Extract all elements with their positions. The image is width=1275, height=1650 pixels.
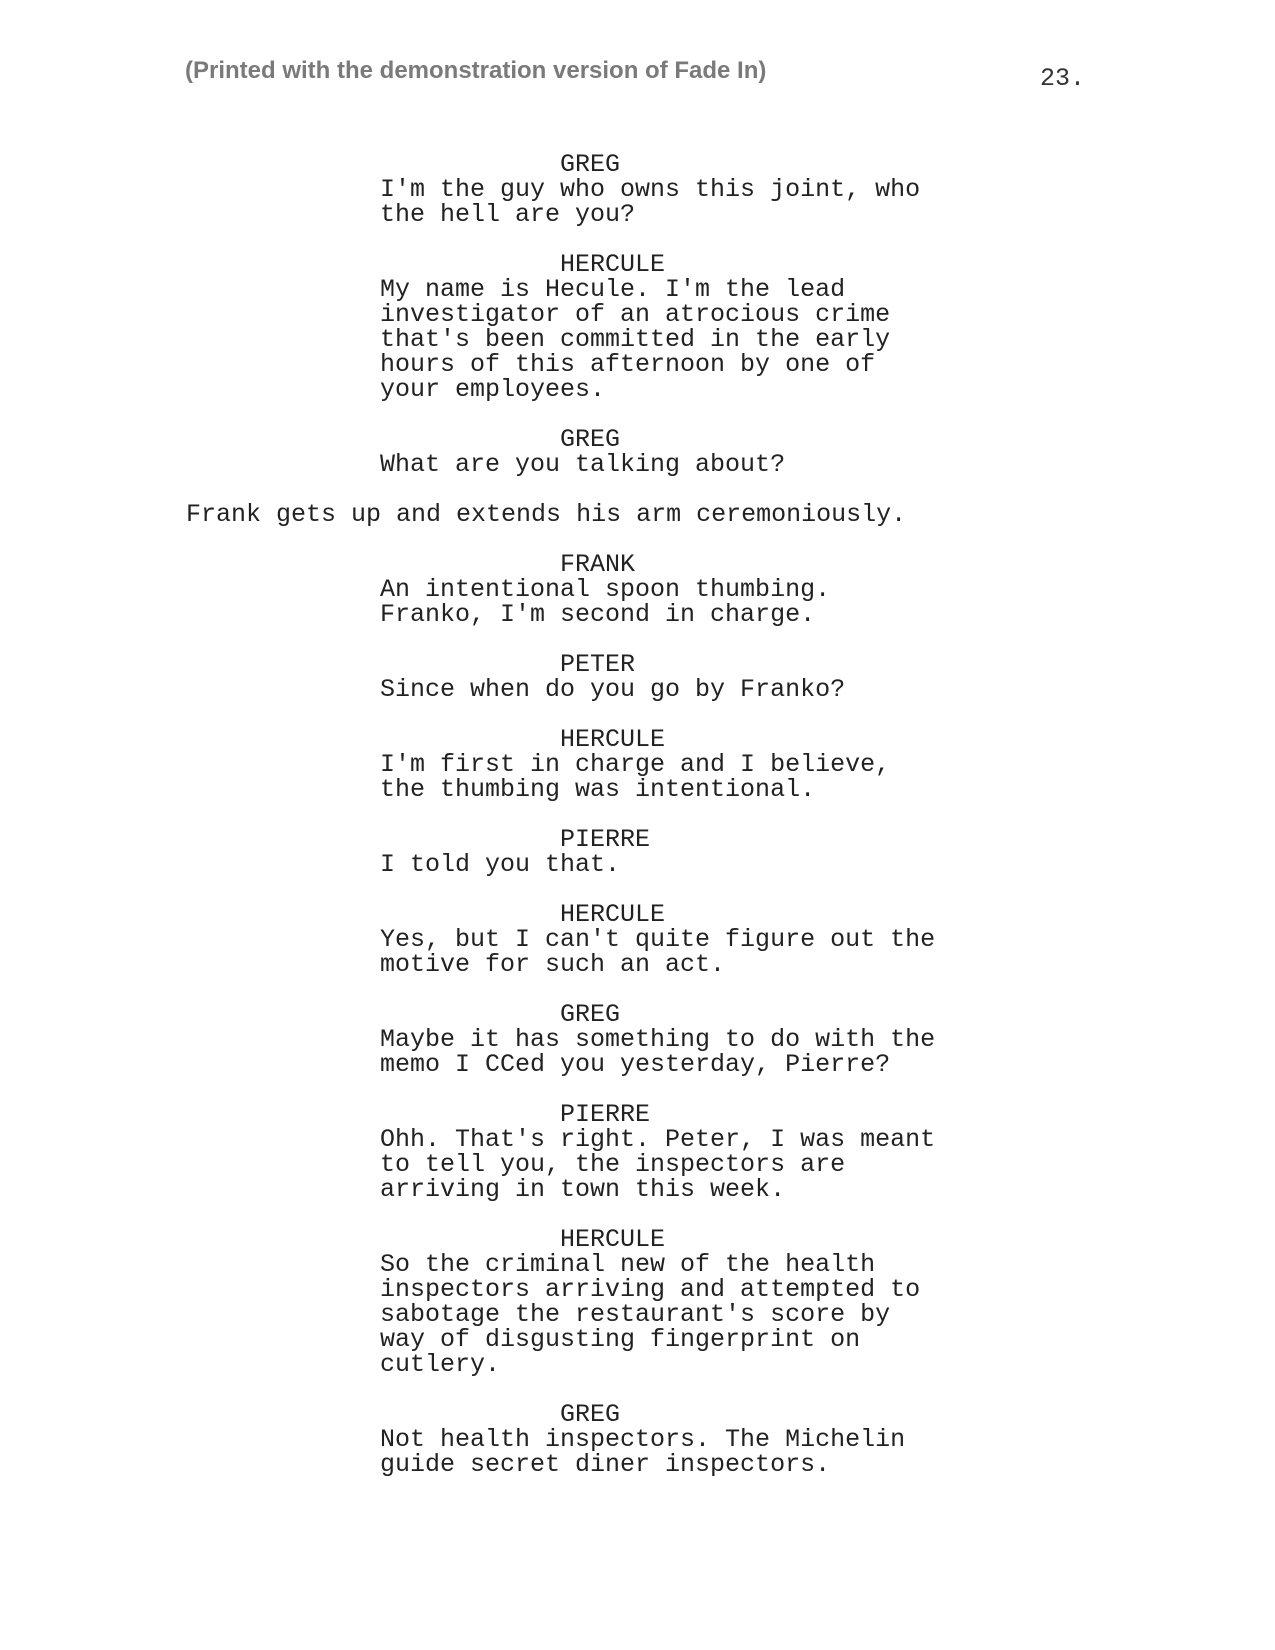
dialogue-line: What are you talking about? <box>380 450 786 479</box>
dialogue-line: Yes, but I can't quite figure out the <box>380 925 936 954</box>
dialogue-line: Franko, I'm second in charge. <box>380 600 816 629</box>
dialogue-block <box>0 152 1275 227</box>
dialogue-line: arriving in town this week. <box>380 1175 786 1204</box>
action-block <box>0 502 1275 527</box>
character-name: GREG <box>560 1400 621 1429</box>
dialogue-line: that's been committed in the early <box>380 325 891 354</box>
dialogue-line: way of disgusting fingerprint on <box>380 1325 861 1354</box>
dialogue-block <box>0 1227 1275 1377</box>
character-name: GREG <box>560 425 621 454</box>
dialogue-line: So the criminal new of the health <box>380 1250 876 1279</box>
character-name: HERCULE <box>560 725 666 754</box>
dialogue-line: memo I CCed you yesterday, Pierre? <box>380 1050 891 1079</box>
dialogue-block <box>0 1402 1275 1477</box>
dialogue-block <box>0 552 1275 627</box>
dialogue-line: the thumbing was intentional. <box>380 775 816 804</box>
dialogue-line: I'm the guy who owns this joint, who <box>380 175 921 204</box>
dialogue-block <box>0 252 1275 402</box>
dialogue-line: investigator of an atrocious crime <box>380 300 891 329</box>
dialogue-block <box>0 427 1275 477</box>
dialogue-line: Not health inspectors. The Michelin <box>380 1425 906 1454</box>
character-name: PIERRE <box>560 1100 651 1129</box>
dialogue-block <box>0 1102 1275 1202</box>
dialogue-block <box>0 1002 1275 1077</box>
character-name: GREG <box>560 1000 621 1029</box>
action-line: Frank gets up and extends his arm ceremoniously. <box>186 500 907 529</box>
dialogue-line: motive for such an act. <box>380 950 726 979</box>
screenplay-body <box>0 152 1275 1502</box>
dialogue-line: My name is Hecule. I'm the lead <box>380 275 846 304</box>
dialogue-line: sabotage the restaurant's score by <box>380 1300 891 1329</box>
dialogue-line: Ohh. That's right. Peter, I was meant <box>380 1125 936 1154</box>
dialogue-line: your employees. <box>380 375 606 404</box>
character-name: PIERRE <box>560 825 651 854</box>
dialogue-line: An intentional spoon thumbing. <box>380 575 831 604</box>
dialogue-line: the hell are you? <box>380 200 636 229</box>
character-name: HERCULE <box>560 250 666 279</box>
character-name: PETER <box>560 650 636 679</box>
dialogue-block <box>0 652 1275 702</box>
demo-watermark: (Printed with the demonstration version of Fade In) <box>185 57 767 84</box>
dialogue-line: hours of this afternoon by one of <box>380 350 876 379</box>
dialogue-line: Since when do you go by Franko? <box>380 675 846 704</box>
character-name: FRANK <box>560 550 636 579</box>
dialogue-line: guide secret diner inspectors. <box>380 1450 831 1479</box>
dialogue-block <box>0 827 1275 877</box>
character-name: GREG <box>560 150 621 179</box>
character-name: HERCULE <box>560 1225 666 1254</box>
dialogue-line: I'm first in charge and I believe, <box>380 750 891 779</box>
dialogue-line: Maybe it has something to do with the <box>380 1025 936 1054</box>
dialogue-block <box>0 727 1275 802</box>
dialogue-line: cutlery. <box>380 1350 501 1379</box>
dialogue-line: inspectors arriving and attempted to <box>380 1275 921 1304</box>
character-name: HERCULE <box>560 900 666 929</box>
dialogue-line: to tell you, the inspectors are <box>380 1150 846 1179</box>
dialogue-line: I told you that. <box>380 850 621 879</box>
dialogue-block <box>0 902 1275 977</box>
page-number: 23. <box>1040 64 1086 93</box>
